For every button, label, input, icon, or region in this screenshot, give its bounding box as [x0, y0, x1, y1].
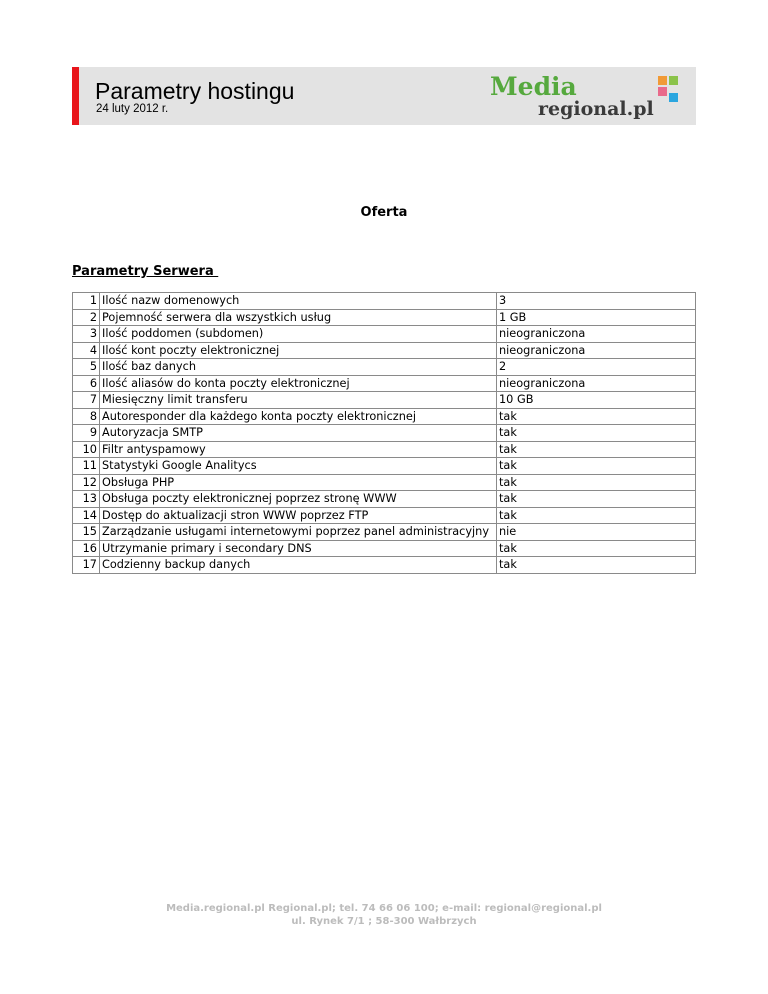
logo-square-orange — [658, 76, 667, 85]
table-row — [73, 507, 696, 524]
parameter-value: tak — [497, 474, 696, 491]
row-number: 2 — [73, 309, 100, 326]
row-number: 12 — [73, 474, 100, 491]
table-row — [73, 425, 696, 442]
parameter-name: Autoryzacja SMTP — [100, 425, 497, 442]
parameter-name: Zarządzanie usługami internetowymi poprzez panel administracyjny — [100, 524, 497, 541]
parameter-value: tak — [497, 540, 696, 557]
parameter-name: Obsługa PHP — [100, 474, 497, 491]
parameter-value: 3 — [497, 293, 696, 310]
row-number: 1 — [73, 293, 100, 310]
row-number: 14 — [73, 507, 100, 524]
parameter-name: Ilość kont poczty elektronicznej — [100, 342, 497, 359]
section-title: Parametry Serwera — [72, 264, 219, 279]
parameter-value: tak — [497, 458, 696, 475]
logo-text-regional: regional.pl — [538, 98, 654, 120]
parameter-name: Statystyki Google Analitycs — [100, 458, 497, 475]
row-number: 13 — [73, 491, 100, 508]
table-row — [73, 524, 696, 541]
parameter-value: nieograniczona — [497, 342, 696, 359]
parameter-name: Pojemność serwera dla wszystkich usług — [100, 309, 497, 326]
logo-square-blue — [669, 93, 678, 102]
footer-address-line: ul. Rynek 7/1 ; 58-300 Wałbrzych — [291, 916, 477, 927]
parameter-name: Obsługa poczty elektronicznej poprzez stronę WWW — [100, 491, 497, 508]
parameter-value: nie — [497, 524, 696, 541]
row-number: 6 — [73, 375, 100, 392]
row-number: 3 — [73, 326, 100, 343]
table-row — [73, 540, 696, 557]
parameter-name: Codzienny backup danych — [100, 557, 497, 574]
row-number: 10 — [73, 441, 100, 458]
logo-square-green — [669, 76, 678, 85]
parameter-value: nieograniczona — [497, 375, 696, 392]
page-header — [72, 67, 696, 125]
table-row — [73, 408, 696, 425]
header-accent-bar — [72, 67, 79, 125]
row-number: 5 — [73, 359, 100, 376]
parameter-value: tak — [497, 408, 696, 425]
parameter-name: Ilość aliasów do konta poczty elektronicznej — [100, 375, 497, 392]
parameter-name: Ilość poddomen (subdomen) — [100, 326, 497, 343]
table-row — [73, 375, 696, 392]
logo-text-media: Media — [490, 72, 577, 101]
parameter-value: tak — [497, 441, 696, 458]
table-row — [73, 557, 696, 574]
table-row — [73, 293, 696, 310]
parameter-value: tak — [497, 507, 696, 524]
row-number: 11 — [73, 458, 100, 475]
table-row — [73, 342, 696, 359]
row-number: 15 — [73, 524, 100, 541]
parameter-value: 10 GB — [497, 392, 696, 409]
table-row — [73, 309, 696, 326]
document-date: 24 luty 2012 r. — [96, 103, 169, 115]
table-row — [73, 326, 696, 343]
row-number: 9 — [73, 425, 100, 442]
row-number: 4 — [73, 342, 100, 359]
row-number: 8 — [73, 408, 100, 425]
table-row — [73, 491, 696, 508]
offer-heading: Oferta — [360, 205, 408, 220]
table-row — [73, 458, 696, 475]
parameter-name: Dostęp do aktualizacji stron WWW poprzez FTP — [100, 507, 497, 524]
media-regional-logo — [490, 73, 690, 121]
server-parameters-table — [72, 292, 696, 574]
parameter-name: Ilość baz danych — [100, 359, 497, 376]
parameter-value: tak — [497, 491, 696, 508]
table-row — [73, 441, 696, 458]
parameter-name: Miesięczny limit transferu — [100, 392, 497, 409]
parameter-name: Filtr antyspamowy — [100, 441, 497, 458]
parameter-value: tak — [497, 557, 696, 574]
row-number: 16 — [73, 540, 100, 557]
table-row — [73, 474, 696, 491]
table-row — [73, 392, 696, 409]
footer-contact-line: Media.regional.pl Regional.pl; tel. 74 66 06 100; e-mail: regional@regional.pl — [166, 903, 602, 914]
parameter-value: nieograniczona — [497, 326, 696, 343]
row-number: 7 — [73, 392, 100, 409]
parameter-name: Utrzymanie primary i secondary DNS — [100, 540, 497, 557]
document-title: Parametry hostingu — [95, 78, 295, 104]
parameter-value: 1 GB — [497, 309, 696, 326]
parameter-value: 2 — [497, 359, 696, 376]
logo-square-pink — [658, 87, 667, 96]
parameter-value: tak — [497, 425, 696, 442]
page-footer — [0, 902, 768, 928]
parameter-name: Ilość nazw domenowych — [100, 293, 497, 310]
row-number: 17 — [73, 557, 100, 574]
parameter-name: Autoresponder dla każdego konta poczty elektronicznej — [100, 408, 497, 425]
table-row — [73, 359, 696, 376]
